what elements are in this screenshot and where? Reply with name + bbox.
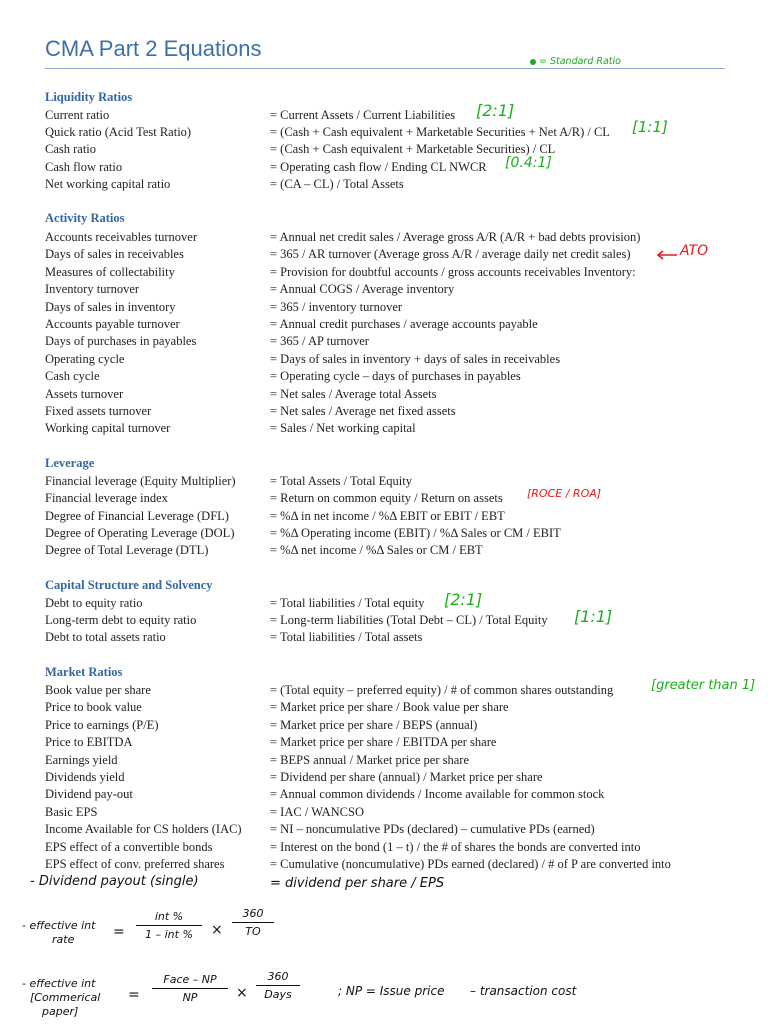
row-formula: = Dividend per share (annual) / Market price per share <box>270 770 543 784</box>
handwritten-np-definition: ; NP = Issue price <box>338 984 445 998</box>
note-debt-equity: [2:1] <box>444 590 483 609</box>
row-label: Degree of Total Leverage (DTL) <box>45 543 209 557</box>
row-formula: = Operating cycle – days of purchases in payables <box>270 369 521 383</box>
fraction-line <box>152 988 228 989</box>
title-divider <box>45 68 725 69</box>
row-formula: = 365 / AP turnover <box>270 334 369 348</box>
row-formula: = Operating cash flow / Ending CL NWCR <box>270 160 487 174</box>
row-formula: = Long-term liabilities (Total Debt – CL) / Total Equity <box>270 613 548 627</box>
row-formula: = Market price per share / Book value per share <box>270 700 509 714</box>
fraction-numerator: 360 <box>242 907 264 920</box>
row-formula: = 365 / inventory turnover <box>270 300 403 314</box>
arrow-left-icon <box>655 249 679 261</box>
handwritten-times: × <box>211 922 223 938</box>
row-label: Days of purchases in payables <box>45 334 197 348</box>
row-formula: = Total Assets / Total Equity <box>270 474 412 488</box>
standard-ratio-dot-icon <box>530 59 536 65</box>
row-label: Debt to equity ratio <box>45 596 143 610</box>
row-formula: = 365 / AR turnover (Average gross A/R / average daily net credit sales) <box>270 247 631 261</box>
row-label: EPS effect of a convertible bonds <box>45 840 213 854</box>
row-label: Working capital turnover <box>45 421 171 435</box>
note-quick-ratio: [1:1] <box>632 118 668 136</box>
fraction-denominator: TO <box>245 925 261 938</box>
note-ato: ATO <box>680 243 709 259</box>
legend <box>530 56 621 67</box>
row-label: Long-term debt to equity ratio <box>45 613 197 627</box>
row-label: Income Available for CS holders (IAC) <box>45 822 242 836</box>
row-formula: = %Δ in net income / %Δ EBIT or EBIT / EBT <box>270 509 505 523</box>
row-formula: = Market price per share / EBITDA per share <box>270 735 497 749</box>
row-formula: = Market price per share / BEPS (annual) <box>270 718 478 732</box>
note-current-ratio: [2:1] <box>476 101 515 120</box>
row-label: Dividends yield <box>45 770 125 784</box>
handwritten-dividend-label: - Dividend payout (single) <box>30 874 199 889</box>
handwritten-cp-times: × <box>236 985 248 1001</box>
row-label: Basic EPS <box>45 805 98 819</box>
row-formula: = Cumulative (noncumulative) PDs earned (declared) / # of P are converted into <box>270 857 671 871</box>
row-label: Price to EBITDA <box>45 735 133 749</box>
row-formula: = IAC / WANCSO <box>270 805 364 819</box>
section-title-market: Market Ratios <box>45 665 123 679</box>
fraction-line <box>232 922 274 923</box>
handwritten-cp-label: - effective int <box>22 977 96 990</box>
row-formula: = Net sales / Average total Assets <box>270 387 437 401</box>
legend-text: = Standard Ratio <box>539 56 621 67</box>
handwritten-effective-int-label: - effective int <box>22 919 96 932</box>
row-formula: = Provision for doubtful accounts / gross accounts receivables Inventory: <box>270 265 636 279</box>
commercial-paper-fraction <box>152 973 228 1004</box>
handwritten-cp-equals: = <box>128 987 140 1003</box>
row-label: Inventory turnover <box>45 282 140 296</box>
row-label: Earnings yield <box>45 753 118 767</box>
row-formula: = %Δ net income / %Δ Sales or CM / EBT <box>270 543 483 557</box>
handwritten-dividend-formula: = dividend per share / EPS <box>270 876 445 891</box>
row-label: Financial leverage (Equity Multiplier) <box>45 474 236 488</box>
note-roce-roa: [ROCE / ROA] <box>527 487 602 500</box>
row-label: Cash flow ratio <box>45 160 123 174</box>
row-label: Days of sales in inventory <box>45 300 176 314</box>
row-label: Fixed assets turnover <box>45 404 152 418</box>
row-formula: = (CA – CL) / Total Assets <box>270 177 404 191</box>
row-label: Price to book value <box>45 700 142 714</box>
fraction-denominator: NP <box>182 991 198 1004</box>
row-label: Price to earnings (P/E) <box>45 718 159 732</box>
row-label: Financial leverage index <box>45 491 168 505</box>
fraction-denominator: Days <box>264 988 292 1001</box>
section-title-liquidity: Liquidity Ratios <box>45 90 133 104</box>
row-label: Measures of collectability <box>45 265 175 279</box>
fraction-denominator: 1 – int % <box>145 928 193 941</box>
row-label: Degree of Financial Leverage (DFL) <box>45 509 229 523</box>
note-book-value: [greater than 1] <box>651 678 756 693</box>
row-label: Quick ratio (Acid Test Ratio) <box>45 125 192 139</box>
row-label: Cash ratio <box>45 142 97 156</box>
fraction-numerator: 360 <box>267 970 289 983</box>
row-formula: = NI – noncumulative PDs (declared) – cumulative PDs (earned) <box>270 822 595 836</box>
row-label: Accounts payable turnover <box>45 317 180 331</box>
row-formula: = Current Assets / Current Liabilities <box>270 108 456 122</box>
handwritten-equals: = <box>113 924 125 940</box>
day-count-fraction <box>232 907 274 938</box>
row-formula: = Net sales / Average net fixed assets <box>270 404 456 418</box>
fraction-numerator: int % <box>154 910 184 923</box>
row-formula: = Annual credit purchases / average accounts payable <box>270 317 538 331</box>
handwritten-rate-label: rate <box>52 933 75 946</box>
row-label: Cash cycle <box>45 369 100 383</box>
section-title-capital: Capital Structure and Solvency <box>45 578 213 592</box>
row-label: Net working capital ratio <box>45 177 171 191</box>
row-formula: = (Cash + Cash equivalent + Marketable Securities) / CL <box>270 142 556 156</box>
row-label: EPS effect of conv. preferred shares <box>45 857 225 871</box>
row-formula: = Annual net credit sales / Average gross A/R (A/R + bad debts provision) <box>270 230 641 244</box>
row-label: Accounts receivables turnover <box>45 230 198 244</box>
row-formula: = Days of sales in inventory + days of sales in receivables <box>270 352 561 366</box>
page-title: CMA Part 2 Equations <box>45 36 262 61</box>
row-formula: = Annual COGS / Average inventory <box>270 282 455 296</box>
fraction-numerator: Face – NP <box>163 973 217 986</box>
row-formula: = Total liabilities / Total assets <box>270 630 423 644</box>
row-label: Book value per share <box>45 683 151 697</box>
row-formula: = Sales / Net working capital <box>270 421 416 435</box>
row-label: Current ratio <box>45 108 110 122</box>
section-title-leverage: Leverage <box>45 456 95 470</box>
fraction-line <box>136 925 202 926</box>
row-formula: = BEPS annual / Market price per share <box>270 753 470 767</box>
handwritten-cp-label-2: [Commerical <box>30 991 101 1004</box>
row-formula: = Return on common equity / Return on assets <box>270 491 503 505</box>
section-title-activity: Activity Ratios <box>45 211 125 225</box>
note-lt-debt-equity: [1:1] <box>574 607 613 626</box>
note-cash-flow-ratio: [0.4:1] <box>505 155 552 171</box>
row-label: Assets turnover <box>45 387 124 401</box>
handwritten-transaction-cost: – transaction cost <box>470 984 577 998</box>
row-formula: = (Total equity – preferred equity) / # of common shares outstanding <box>270 683 614 697</box>
row-formula: = %Δ Operating income (EBIT) / %Δ Sales or CM / EBIT <box>270 526 561 540</box>
handwritten-cp-label-3: paper] <box>42 1005 79 1018</box>
effective-rate-fraction <box>136 910 202 941</box>
cp-day-count-fraction <box>256 970 300 1001</box>
fraction-line <box>256 985 300 986</box>
row-formula: = (Cash + Cash equivalent + Marketable Securities + Net A/R) / CL <box>270 125 610 139</box>
row-formula: = Total liabilities / Total equity <box>270 596 425 610</box>
row-formula: = Annual common dividends / Income available for common stock <box>270 787 605 801</box>
row-label: Debt to total assets ratio <box>45 630 166 644</box>
row-label: Operating cycle <box>45 352 125 366</box>
row-label: Dividend pay-out <box>45 787 133 801</box>
row-label: Degree of Operating Leverage (DOL) <box>45 526 235 540</box>
row-formula: = Interest on the bond (1 – t) / the # of shares the bonds are converted into <box>270 840 641 854</box>
row-label: Days of sales in receivables <box>45 247 184 261</box>
